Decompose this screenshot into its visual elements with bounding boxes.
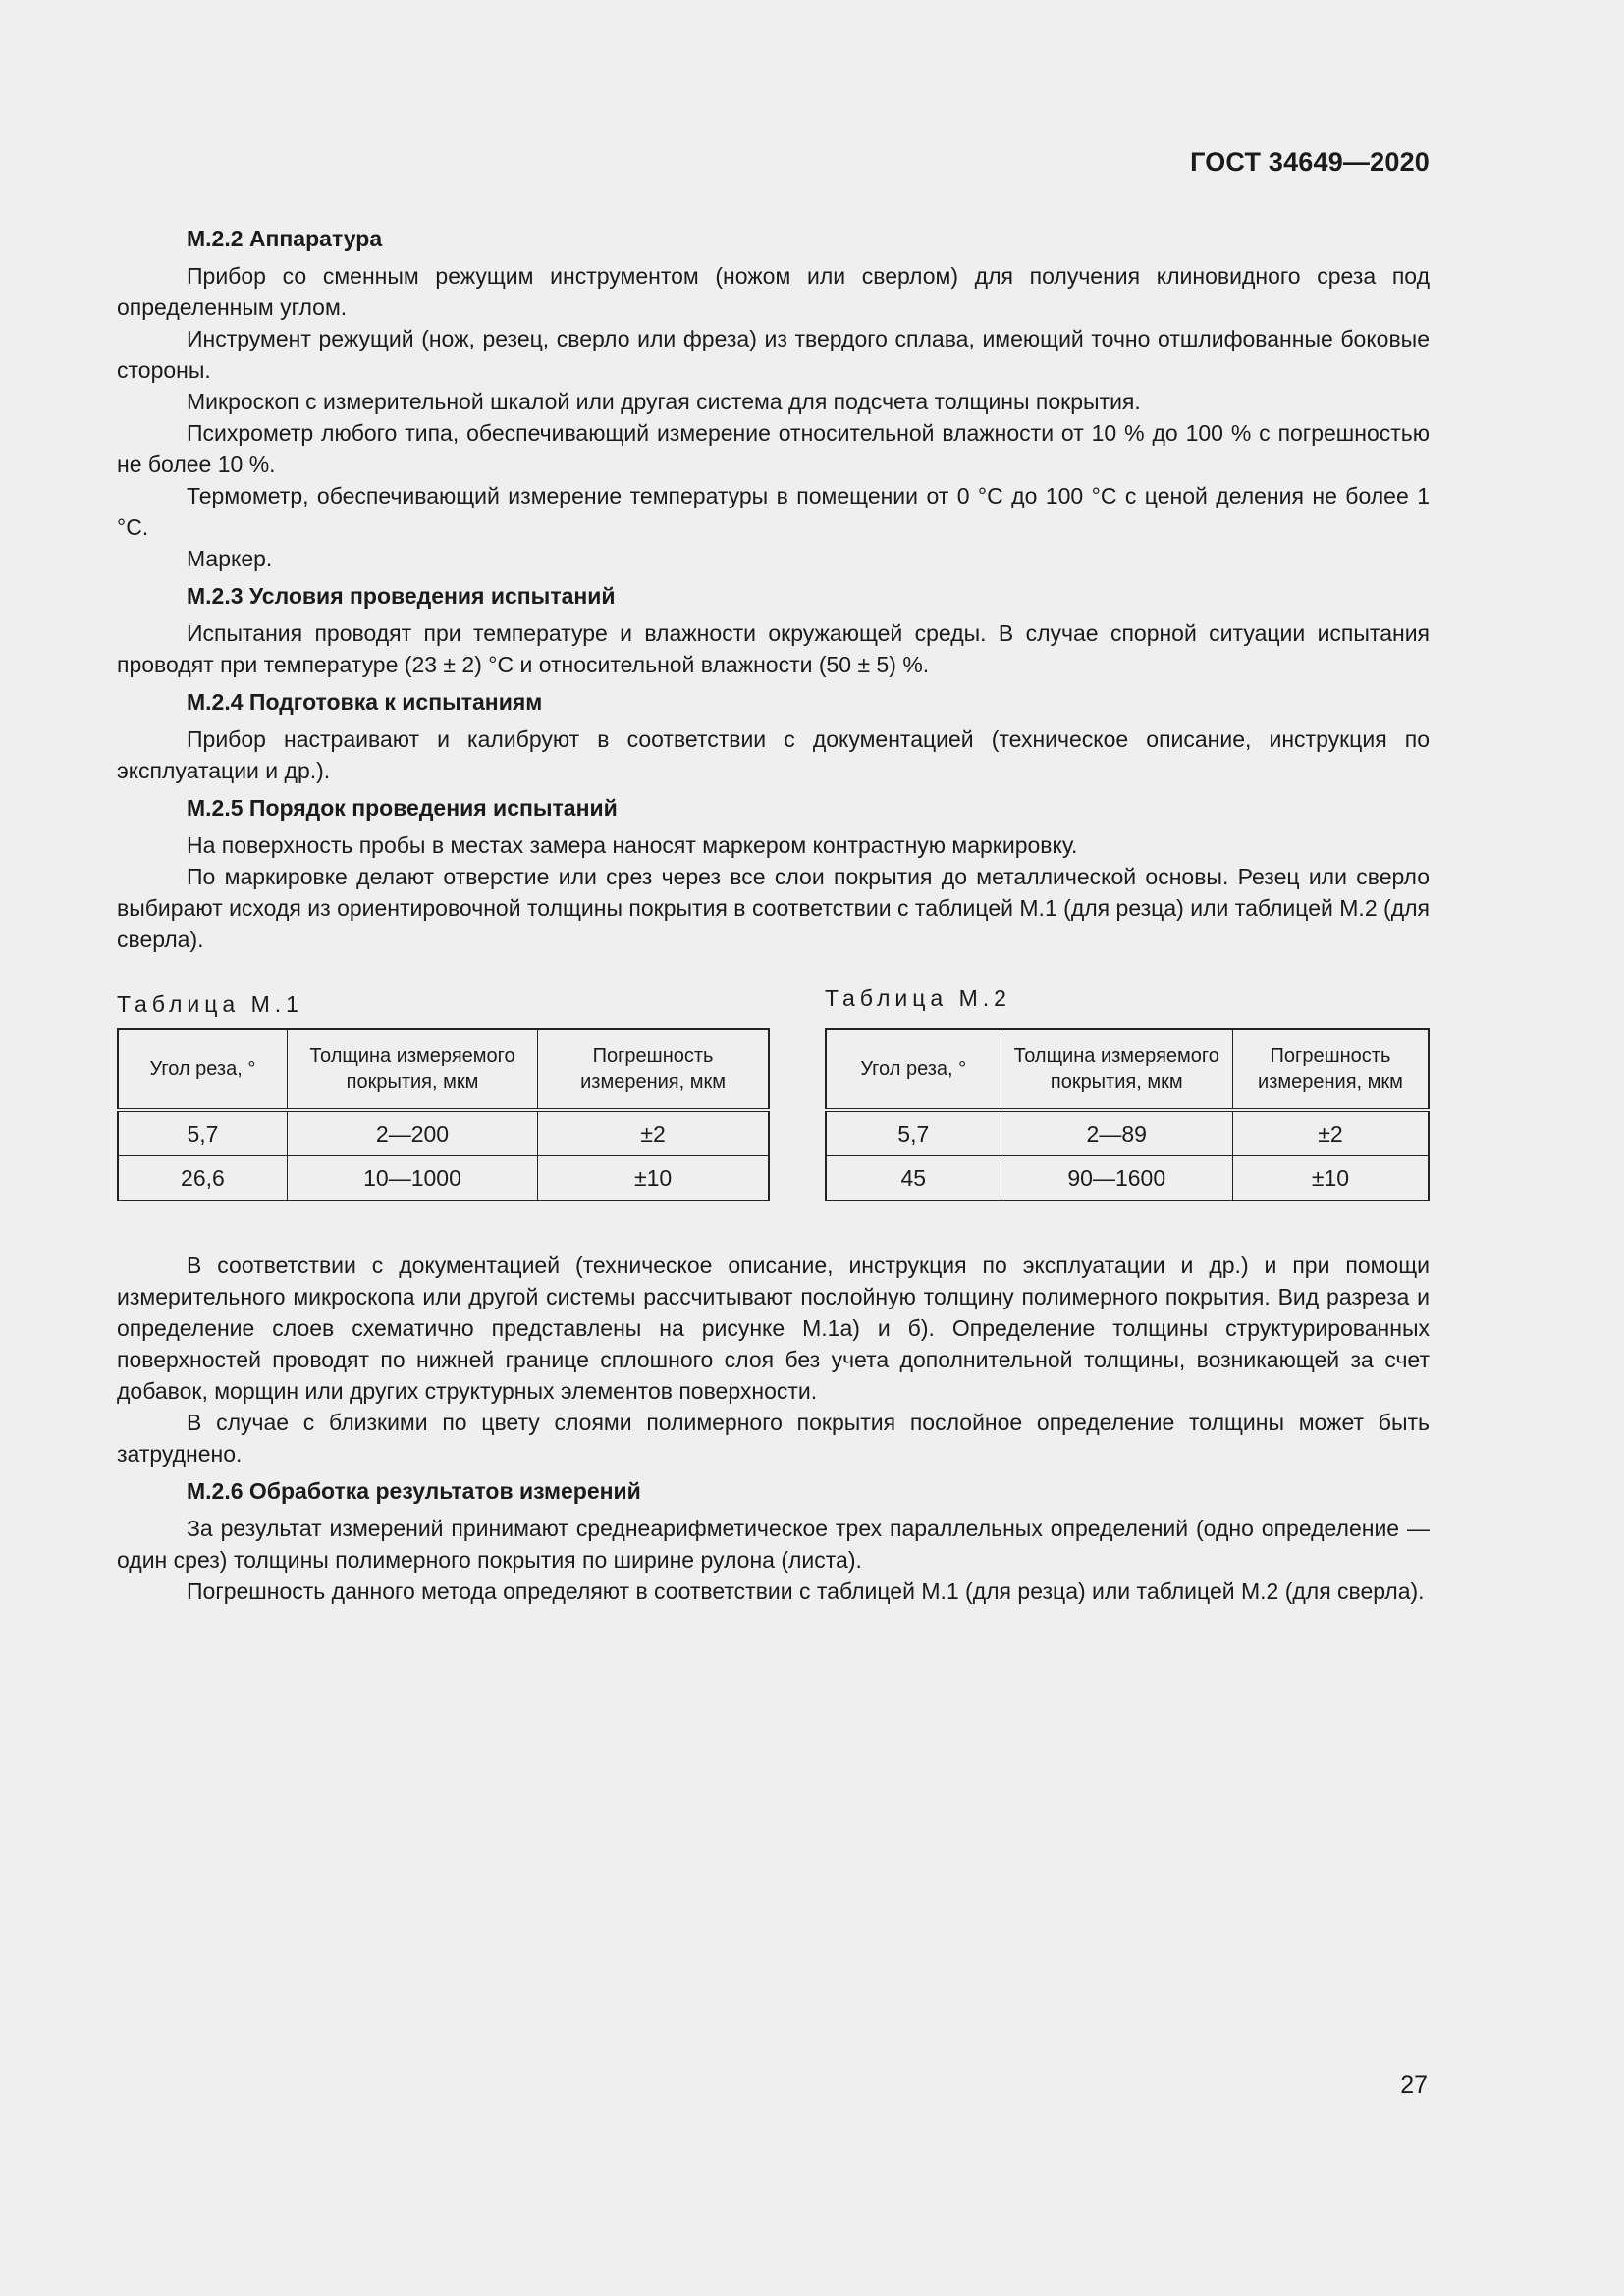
table-m1-caption: Таблица М.1 <box>117 991 303 1017</box>
table-m2 <box>825 1028 1430 1201</box>
section-heading-m226: М.2.6 Обработка результатов измерений <box>187 1478 641 1504</box>
tables-row <box>117 985 1430 1250</box>
table-header-cell: Угол реза, ° <box>826 1029 1001 1110</box>
paragraph: Инструмент режущий (нож, резец, сверло или фреза) из твердого сплава, имеющий точно отшлифованные боковые стороны. <box>117 326 1430 383</box>
paragraph: Погрешность данного метода определяют в соответствии с таблицей М.1 (для резца) или таблицей М.2 (для сверла). <box>187 1578 1425 1604</box>
paragraph: Маркер. <box>187 546 273 571</box>
paragraph: Прибор настраивают и калибруют в соответствии с документацией (техническое описание, инструкция по эксплуатации и др.). <box>117 726 1430 783</box>
table-row <box>118 1110 769 1156</box>
paragraph: По маркировке делают отверстие или срез через все слои покрытия до металлической основы. Резец или сверло выбирают исходя из ориентировочной толщины покрытия в соответствии с таблицей М.1 (для резца) или таблицей М.2 (для сверла). <box>117 864 1430 952</box>
paragraph: В соответствии с документацией (техническое описание, инструкция по эксплуатации и др.) и при помощи измерительного микроскопа или другой системы рассчитывают послойную толщину полимерного покрытия. Вид разреза и определение слоев схематично представлены на рисунке М.1а) и б). Определение толщины структурированных поверхностей проводят по нижней границе сплошного слоя без учета дополнительной толщины, возникающей за счет добавок, морщин или других структурных элементов поверхности. <box>117 1253 1430 1404</box>
table-cell: ±2 <box>1232 1110 1429 1156</box>
table-m1 <box>117 1028 770 1201</box>
section-heading-m223: М.2.3 Условия проведения испытаний <box>187 583 616 609</box>
document-id-header: ГОСТ 34649—2020 <box>1190 147 1430 177</box>
table-cell: 90—1600 <box>1001 1156 1232 1201</box>
section-heading-m224: М.2.4 Подготовка к испытаниям <box>187 689 543 715</box>
table-cell: 2—89 <box>1001 1110 1232 1156</box>
table-header-cell: Толщина измеряемого покрытия, мкм <box>1001 1029 1232 1110</box>
table-m2-block <box>825 985 1430 1201</box>
paragraph: Психрометр любого типа, обеспечивающий измерение относительной влажности от 10 % до 100 % с погрешностью не более 10 %. <box>117 420 1430 477</box>
paragraph: Прибор со сменным режущим инструментом (ножом или сверлом) для получения клиновидного среза под определенным углом. <box>117 263 1430 320</box>
table-cell: 10—1000 <box>287 1156 537 1201</box>
section-heading-m225: М.2.5 Порядок проведения испытаний <box>187 795 618 821</box>
table-header-cell: Погрешность измерения, мкм <box>1232 1029 1429 1110</box>
section-heading-m222: М.2.2 Аппаратура <box>187 226 383 251</box>
table-cell: 5,7 <box>118 1110 287 1156</box>
table-header-cell: Погрешность измерения, мкм <box>538 1029 769 1110</box>
table-header-cell: Угол реза, ° <box>118 1029 287 1110</box>
paragraph: Испытания проводят при температуре и влажности окружающей среды. В случае спорной ситуации испытания проводят при температуре (23 ± 2) °С и относительной влажности (50 ± 5) %. <box>117 620 1430 677</box>
paragraph: Микроскоп с измерительной шкалой или другая система для подсчета толщины покрытия. <box>187 389 1141 414</box>
table-cell: 45 <box>826 1156 1001 1201</box>
paragraph: Термометр, обеспечивающий измерение температуры в помещении от 0 °С до 100 °С с ценой деления не более 1 °С. <box>117 483 1430 540</box>
table-row <box>118 1156 769 1201</box>
table-cell: ±10 <box>1232 1156 1429 1201</box>
table-cell: 5,7 <box>826 1110 1001 1156</box>
page-number: 27 <box>1400 2071 1428 2099</box>
table-header-cell: Толщина измеряемого покрытия, мкм <box>287 1029 537 1110</box>
table-m2-caption: Таблица М.2 <box>825 986 1011 1011</box>
table-m1-block <box>117 985 770 1201</box>
table-row <box>826 1156 1429 1201</box>
table-cell: ±2 <box>538 1110 769 1156</box>
paragraph: В случае с близкими по цвету слоями полимерного покрытия послойное определение толщины может быть затруднено. <box>117 1410 1430 1467</box>
document-body <box>117 223 1430 1607</box>
table-cell: ±10 <box>538 1156 769 1201</box>
paragraph: На поверхность пробы в местах замера наносят маркером контрастную маркировку. <box>187 832 1078 858</box>
table-cell: 2—200 <box>287 1110 537 1156</box>
table-cell: 26,6 <box>118 1156 287 1201</box>
paragraph: За результат измерений принимают среднеарифметическое трех параллельных определений (одно определение — один срез) толщины полимерного покрытия по ширине рулона (листа). <box>117 1516 1430 1573</box>
table-row <box>826 1110 1429 1156</box>
